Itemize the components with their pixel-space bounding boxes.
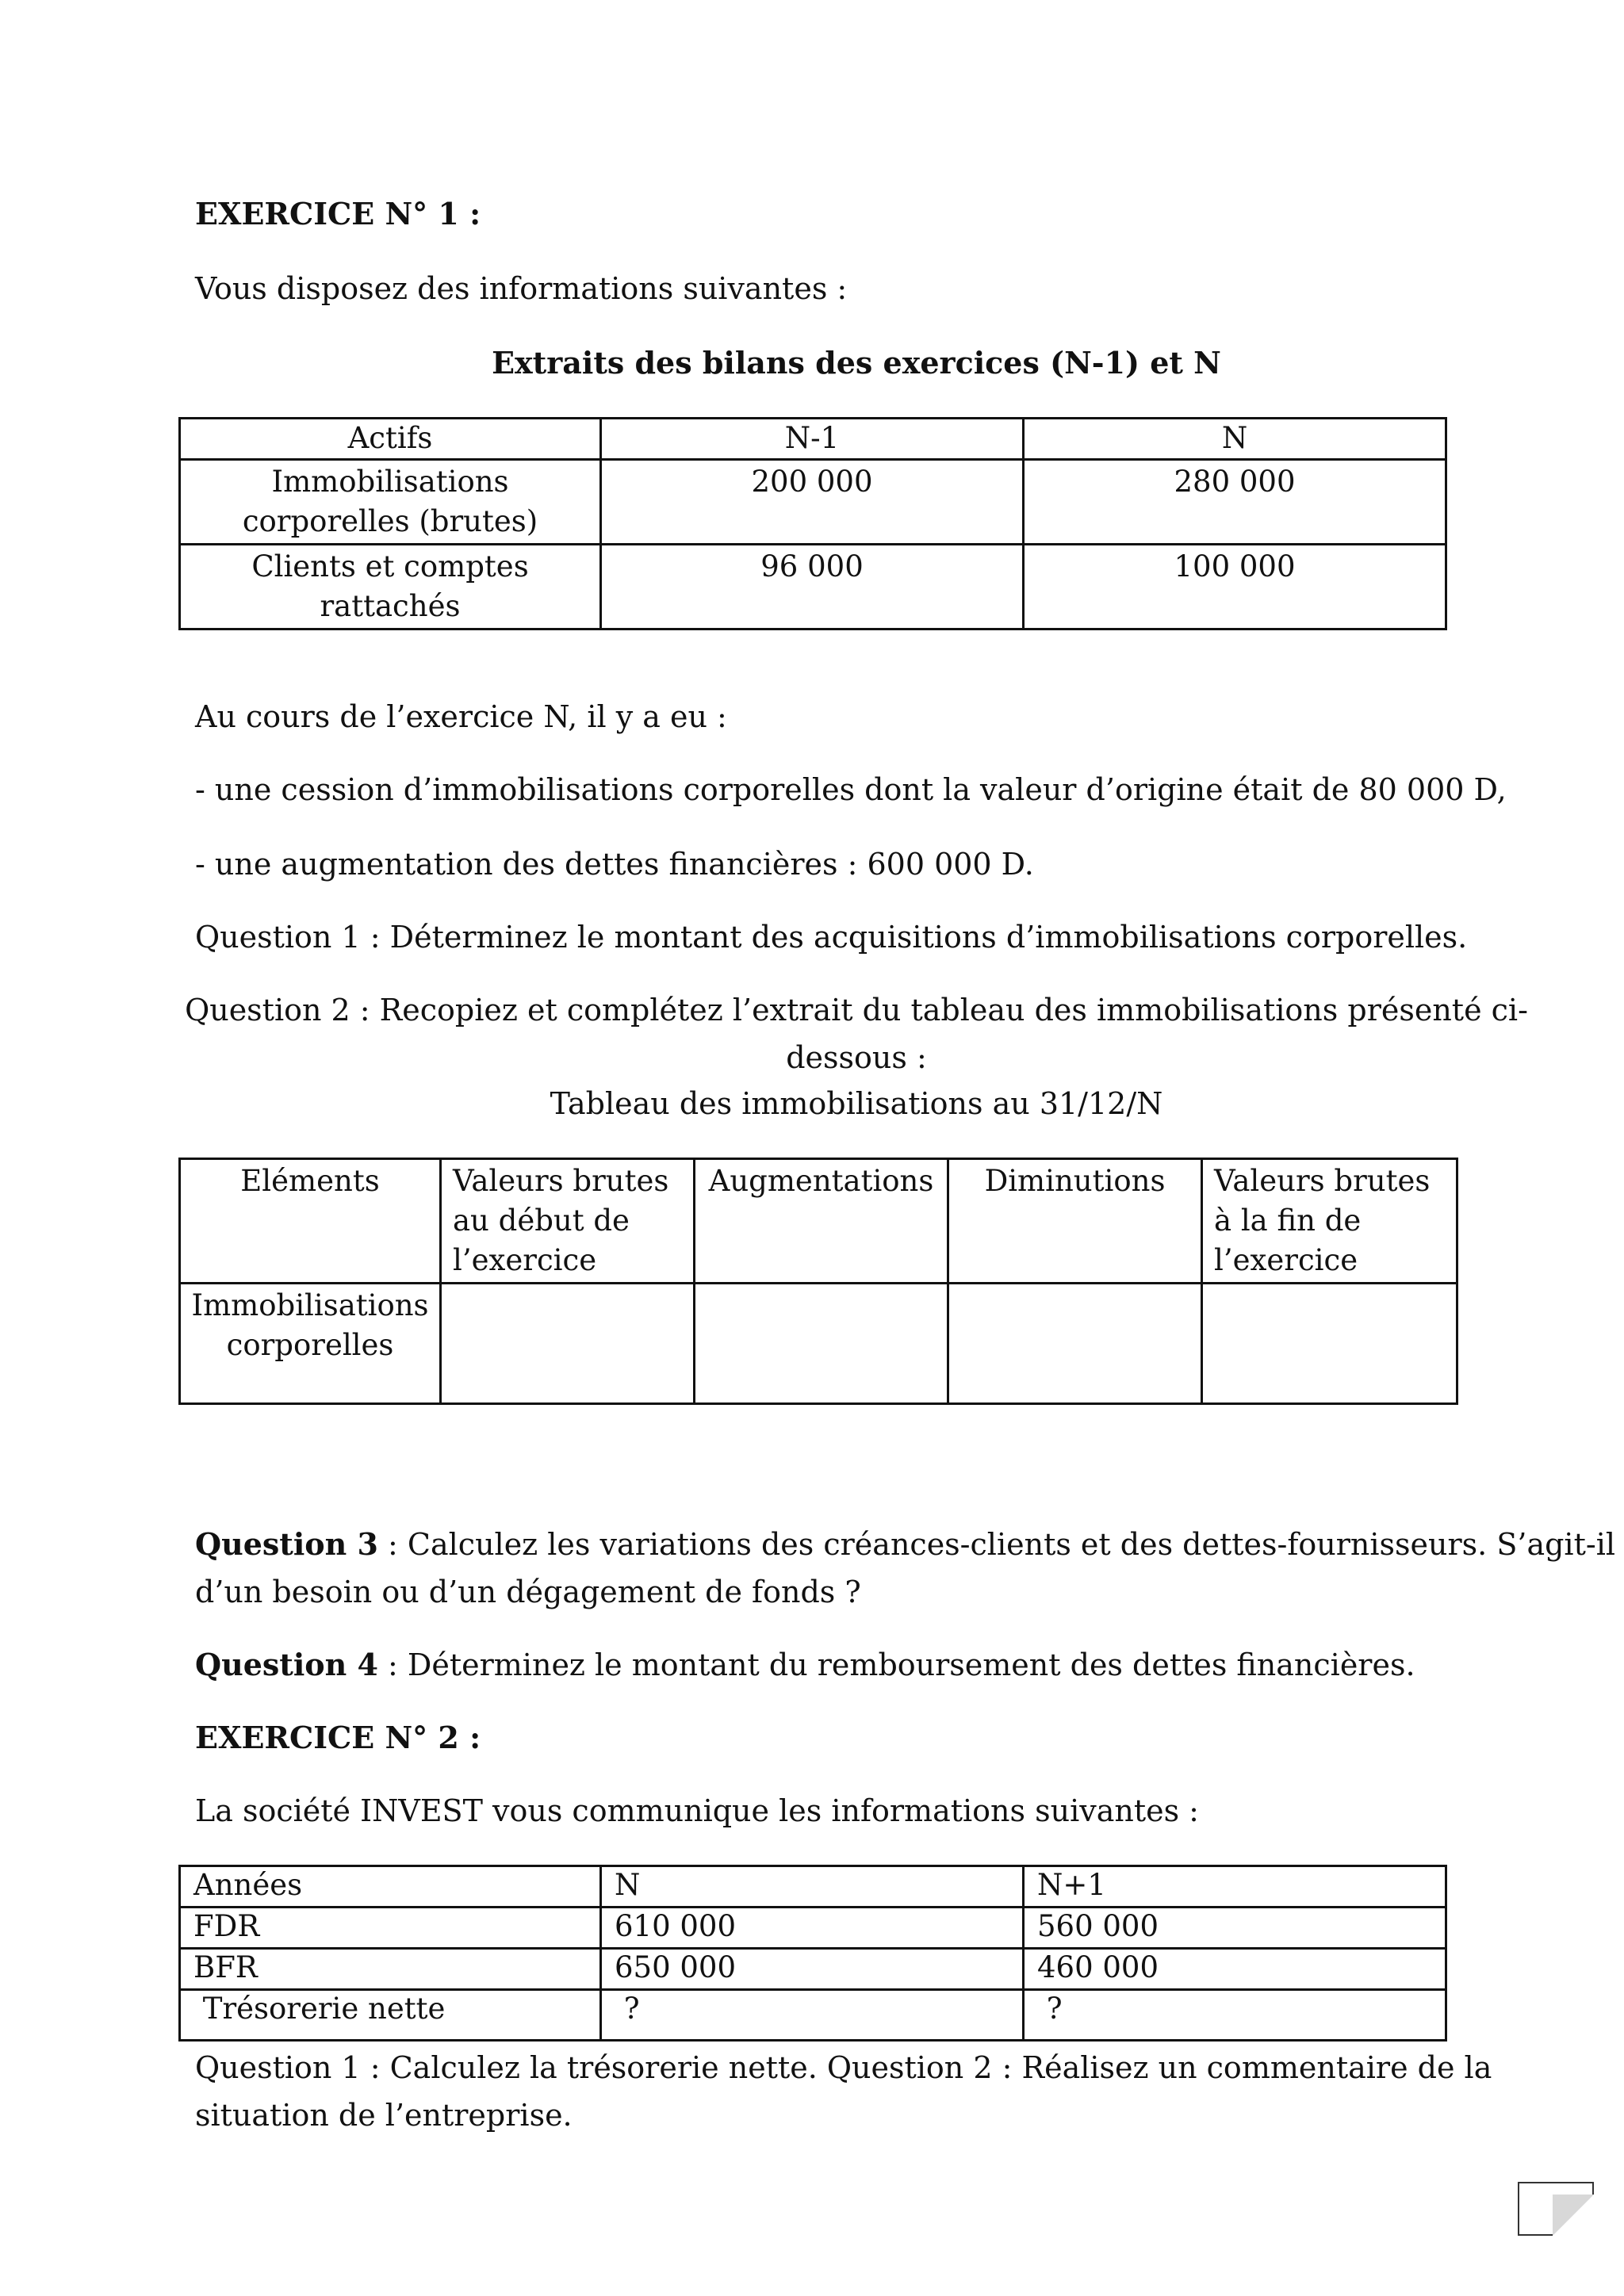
table-header-row <box>180 1159 1457 1284</box>
table-2-title: Tableau des immobilisations au 31/12/N <box>550 1086 1163 1121</box>
column-header: Années <box>180 1866 601 1908</box>
question-3-label: Question 3 <box>195 1526 378 1562</box>
exercise-1-intro: Vous disposez des informations suivantes : <box>195 271 848 306</box>
table-row <box>180 460 1446 545</box>
question-3 <box>195 1525 1615 1563</box>
balance-sheet-table <box>178 417 1447 630</box>
cell-n1: 96 000 <box>601 545 1024 629</box>
exercise-2-intro: La société INVEST vous communique les informations suivantes : <box>195 1793 1199 1828</box>
cell-n: 280 000 <box>1024 460 1446 545</box>
row-label: Trésorerie nette <box>180 1990 601 2041</box>
cell-n1: 200 000 <box>601 460 1024 545</box>
column-header: N <box>601 1866 1024 1908</box>
bullet-debt-increase: - une augmentation des dettes financières : 600 000 D. <box>195 847 1034 882</box>
question-2-line-2: dessous : <box>786 1040 927 1075</box>
exercise-2-questions-line-2: situation de l’entreprise. <box>195 2098 573 2133</box>
fixed-assets-table <box>178 1158 1458 1405</box>
table-1-title: Extraits des bilans des exercices (N-1) et N <box>492 345 1221 381</box>
empty-cell <box>1202 1284 1457 1404</box>
row-label: Clients et comptes rattachés <box>180 545 601 629</box>
column-header: Actifs <box>180 419 601 460</box>
column-header-closing-gross: Valeurs brutes à la fin de l’exercice <box>1202 1159 1457 1284</box>
column-header-opening-gross: Valeurs brutes au début de l’exercice <box>441 1159 695 1284</box>
table-header-row <box>180 1866 1446 1908</box>
table-row <box>180 1284 1457 1404</box>
row-label: BFR <box>180 1949 601 1990</box>
question-2-line-1: Question 2 : Recopiez et complétez l’extrait du tableau des immobilisations présenté ci- <box>185 993 1528 1027</box>
empty-cell <box>441 1284 695 1404</box>
question-3-text: : Calculez les variations des créances-clients et des dettes-fournisseurs. S’agit-il <box>377 1527 1615 1562</box>
cell-n: 650 000 <box>601 1949 1024 1990</box>
column-header: N-1 <box>601 419 1024 460</box>
table-row <box>180 1990 1446 2041</box>
question-4-text: : Déterminez le montant du remboursement des dettes financières. <box>377 1647 1415 1682</box>
cell-n: 610 000 <box>601 1908 1024 1949</box>
row-label: Immobilisations corporelles <box>180 1284 441 1404</box>
table-header-row <box>180 419 1446 460</box>
page-number-box <box>1518 2182 1594 2236</box>
treasury-table <box>178 1865 1447 2042</box>
question-1: Question 1 : Déterminez le montant des acquisitions d’immobilisations corporelles. <box>195 920 1468 955</box>
exercise-1-title: EXERCICE N° 1 : <box>195 196 481 232</box>
question-3-line-2: d’un besoin ou d’un dégagement de fonds ? <box>195 1575 861 1609</box>
question-4-label: Question 4 <box>195 1647 378 1682</box>
empty-cell <box>948 1284 1202 1404</box>
during-year-text: Au cours de l’exercice N, il y a eu : <box>195 699 727 734</box>
table-row <box>180 545 1446 629</box>
row-label: FDR <box>180 1908 601 1949</box>
column-header: N+1 <box>1024 1866 1446 1908</box>
page-number: 1 <box>1553 2196 1565 2218</box>
table-row <box>180 1908 1446 1949</box>
column-header-decreases: Diminutions <box>948 1159 1202 1284</box>
table-row <box>180 1949 1446 1990</box>
exercise-2-questions-line-1: Question 1 : Calculez la trésorerie nette. Question 2 : Réalisez un commentaire de la <box>195 2050 1492 2085</box>
exercise-2-title: EXERCICE N° 2 : <box>195 1720 481 1755</box>
column-header-elements: Eléments <box>180 1159 441 1284</box>
page-curl-icon <box>1553 2195 1594 2236</box>
cell-n1: 460 000 <box>1024 1949 1446 1990</box>
column-header: N <box>1024 419 1446 460</box>
cell-n: 100 000 <box>1024 545 1446 629</box>
row-label: Immobilisations corporelles (brutes) <box>180 460 601 545</box>
question-4 <box>195 1646 1415 1684</box>
cell-n1: 560 000 <box>1024 1908 1446 1949</box>
cell-n1: ? <box>1024 1990 1446 2041</box>
empty-cell <box>695 1284 948 1404</box>
column-header-increases: Augmentations <box>695 1159 948 1284</box>
bullet-disposal: - une cession d’immobilisations corporelles dont la valeur d’origine était de 80 000 D, <box>195 772 1507 807</box>
cell-n: ? <box>601 1990 1024 2041</box>
